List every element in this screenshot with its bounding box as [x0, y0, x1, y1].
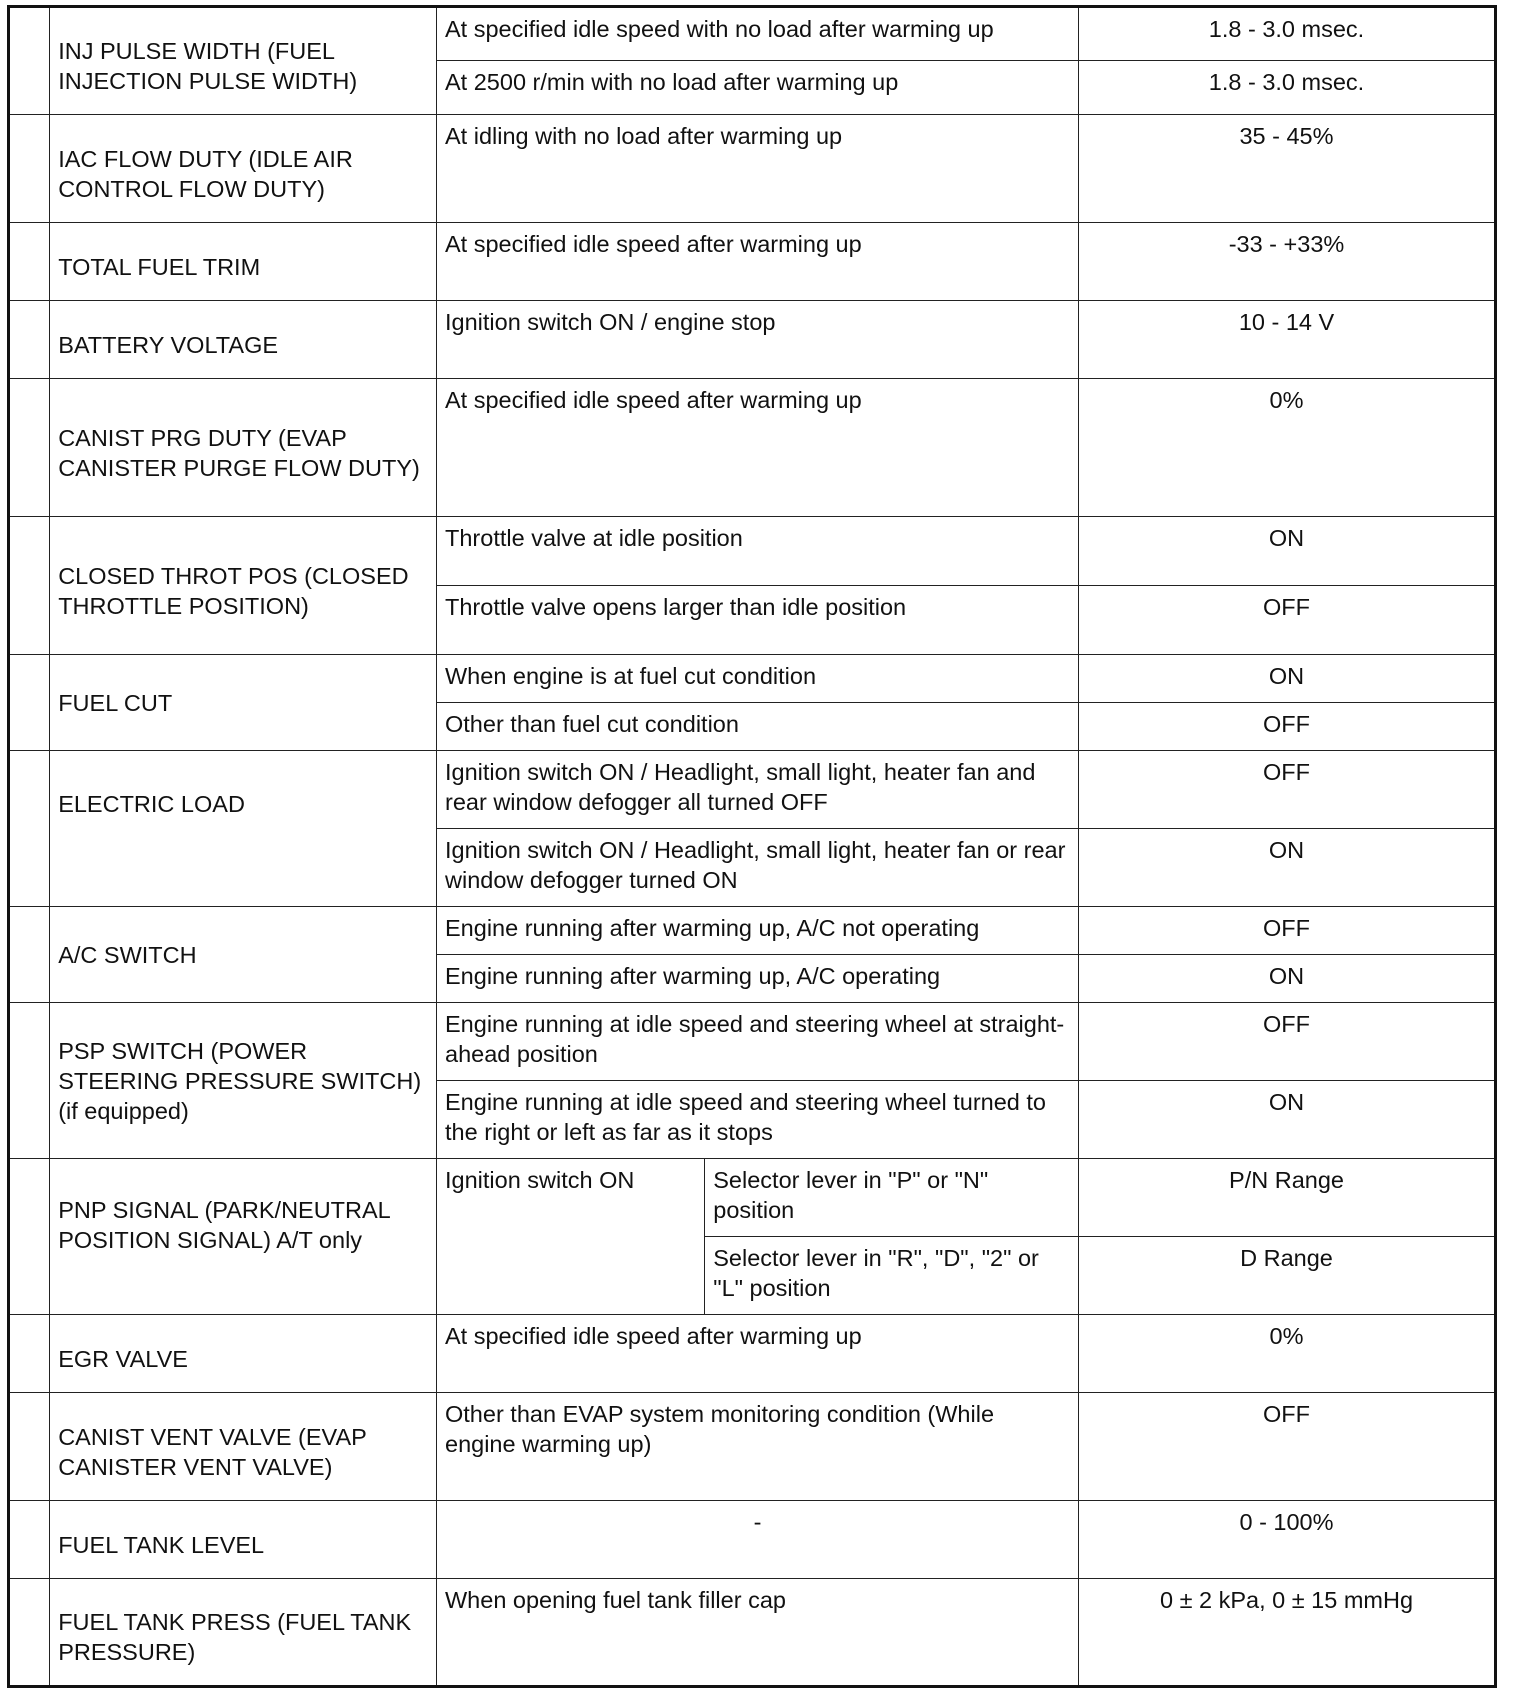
value-cell: D Range: [1079, 1237, 1496, 1315]
blank-cell: [9, 223, 50, 301]
item-name: CANIST VENT VALVE (EVAP CANISTER VENT VALVE): [50, 1393, 437, 1501]
value-cell: ON: [1079, 1081, 1496, 1159]
item-name: CANIST PRG DUTY (EVAP CANISTER PURGE FLOW DUTY): [50, 379, 437, 517]
blank-cell: [9, 655, 50, 751]
item-name: FUEL TANK LEVEL: [50, 1501, 437, 1579]
blank-cell: [9, 1159, 50, 1315]
condition-cell: At specified idle speed after warming up: [437, 223, 1079, 301]
item-name: IAC FLOW DUTY (IDLE AIR CONTROL FLOW DUTY): [50, 115, 437, 223]
subcondition-cell: Selector lever in "P" or "N" position: [705, 1159, 1079, 1237]
item-name: FUEL CUT: [50, 655, 437, 751]
blank-cell: [9, 517, 50, 655]
blank-cell: [9, 301, 50, 379]
blank-cell: [9, 7, 50, 115]
table-row: [9, 517, 1496, 586]
condition-cell: Throttle valve at idle position: [437, 517, 1079, 586]
subcondition-cell: Selector lever in "R", "D", "2" or "L" position: [705, 1237, 1079, 1315]
item-name: ELECTRIC LOAD: [50, 751, 437, 907]
value-cell: OFF: [1079, 703, 1496, 751]
blank-cell: [9, 1501, 50, 1579]
value-cell: ON: [1079, 517, 1496, 586]
table-row: [9, 7, 1496, 61]
item-name: FUEL TANK PRESS (FUEL TANK PRESSURE): [50, 1579, 437, 1687]
table-row: [9, 751, 1496, 829]
table-row: [9, 115, 1496, 223]
blank-cell: [9, 751, 50, 907]
value-cell: OFF: [1079, 1003, 1496, 1081]
item-name: BATTERY VOLTAGE: [50, 301, 437, 379]
condition-cell: At specified idle speed after warming up: [437, 379, 1079, 517]
value-cell: 10 - 14 V: [1079, 301, 1496, 379]
item-name: PNP SIGNAL (PARK/NEUTRAL POSITION SIGNAL) A/T only: [50, 1159, 437, 1315]
table-row: [9, 1159, 1496, 1237]
condition-cell: Ignition switch ON: [437, 1159, 705, 1315]
value-cell: 0 ± 2 kPa, 0 ± 15 mmHg: [1079, 1579, 1496, 1687]
item-name: INJ PULSE WIDTH (FUEL INJECTION PULSE WIDTH): [50, 7, 437, 115]
condition-cell: Ignition switch ON / engine stop: [437, 301, 1079, 379]
specification-table: [7, 5, 1497, 1688]
condition-cell: Ignition switch ON / Headlight, small light, heater fan or rear window defogger turned ON: [437, 829, 1079, 907]
value-cell: P/N Range: [1079, 1159, 1496, 1237]
value-cell: -33 - +33%: [1079, 223, 1496, 301]
condition-cell: Engine running at idle speed and steering wheel turned to the right or left as far as it stops: [437, 1081, 1079, 1159]
table-row: [9, 1501, 1496, 1579]
table-row: [9, 1393, 1496, 1501]
condition-cell: When engine is at fuel cut condition: [437, 655, 1079, 703]
item-name: CLOSED THROT POS (CLOSED THROTTLE POSITION): [50, 517, 437, 655]
table-row: [9, 379, 1496, 517]
condition-cell: When opening fuel tank filler cap: [437, 1579, 1079, 1687]
condition-cell: -: [437, 1501, 1079, 1579]
value-cell: OFF: [1079, 751, 1496, 829]
blank-cell: [9, 1315, 50, 1393]
blank-cell: [9, 115, 50, 223]
value-cell: OFF: [1079, 586, 1496, 655]
value-cell: 0%: [1079, 1315, 1496, 1393]
table-row: [9, 655, 1496, 703]
value-cell: 1.8 - 3.0 msec.: [1079, 61, 1496, 115]
condition-cell: Other than fuel cut condition: [437, 703, 1079, 751]
condition-cell: Throttle valve opens larger than idle position: [437, 586, 1079, 655]
condition-cell: Other than EVAP system monitoring condition (While engine warming up): [437, 1393, 1079, 1501]
table-row: [9, 1579, 1496, 1687]
condition-cell: Engine running after warming up, A/C operating: [437, 955, 1079, 1003]
table-row: [9, 223, 1496, 301]
blank-cell: [9, 379, 50, 517]
table-row: [9, 301, 1496, 379]
condition-cell: Engine running at idle speed and steering wheel at straight-ahead position: [437, 1003, 1079, 1081]
item-name: EGR VALVE: [50, 1315, 437, 1393]
condition-cell: Engine running after warming up, A/C not operating: [437, 907, 1079, 955]
blank-cell: [9, 1393, 50, 1501]
table-row: [9, 1003, 1496, 1081]
blank-cell: [9, 1003, 50, 1159]
value-cell: ON: [1079, 829, 1496, 907]
value-cell: ON: [1079, 955, 1496, 1003]
value-cell: ON: [1079, 655, 1496, 703]
value-cell: 0%: [1079, 379, 1496, 517]
condition-cell: At specified idle speed with no load after warming up: [437, 7, 1079, 61]
table-row: [9, 907, 1496, 955]
blank-cell: [9, 1579, 50, 1687]
item-name: TOTAL FUEL TRIM: [50, 223, 437, 301]
value-cell: 1.8 - 3.0 msec.: [1079, 7, 1496, 61]
value-cell: OFF: [1079, 1393, 1496, 1501]
item-name: PSP SWITCH (POWER STEERING PRESSURE SWITCH) (if equipped): [50, 1003, 437, 1159]
value-cell: 0 - 100%: [1079, 1501, 1496, 1579]
item-name: A/C SWITCH: [50, 907, 437, 1003]
table-row: [9, 1315, 1496, 1393]
value-cell: 35 - 45%: [1079, 115, 1496, 223]
condition-cell: At specified idle speed after warming up: [437, 1315, 1079, 1393]
condition-cell: At 2500 r/min with no load after warming up: [437, 61, 1079, 115]
condition-cell: At idling with no load after warming up: [437, 115, 1079, 223]
blank-cell: [9, 907, 50, 1003]
condition-cell: Ignition switch ON / Headlight, small light, heater fan and rear window defogger all turned OFF: [437, 751, 1079, 829]
value-cell: OFF: [1079, 907, 1496, 955]
